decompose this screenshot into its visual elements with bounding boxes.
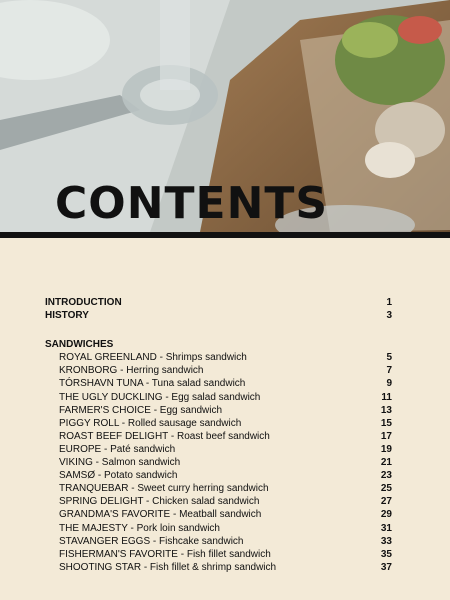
toc-page: 21 <box>380 457 392 469</box>
toc-page: 17 <box>380 430 392 442</box>
toc-page: 15 <box>380 417 392 429</box>
toc-page: 7 <box>386 365 392 377</box>
toc-label: HISTORY <box>45 310 89 322</box>
toc-row[interactable] <box>45 482 392 495</box>
toc-label: SAMSØ - Potato sandwich <box>59 470 178 482</box>
toc-label: ROAST BEEF DELIGHT - Roast beef sandwich <box>59 430 270 442</box>
toc-label: INTRODUCTION <box>45 297 122 308</box>
toc-page: 37 <box>380 561 392 573</box>
toc-label: STAVANGER EGGS - Fishcake sandwich <box>59 535 244 547</box>
toc-row[interactable] <box>45 404 392 417</box>
toc-row[interactable] <box>45 430 392 443</box>
toc-row[interactable] <box>45 443 392 456</box>
title-divider <box>0 232 450 238</box>
toc-row-introduction[interactable] <box>45 296 392 309</box>
toc-row[interactable] <box>45 351 392 364</box>
toc-page: 1 <box>386 297 392 308</box>
toc-label: VIKING - Salmon sandwich <box>59 457 181 469</box>
toc-label: TRANQUEBAR - Sweet curry herring sandwich <box>59 483 269 495</box>
toc-row[interactable] <box>45 364 392 377</box>
toc-label: PIGGY ROLL - Rolled sausage sandwich <box>59 417 242 429</box>
toc-row[interactable] <box>45 535 392 548</box>
toc-row[interactable] <box>45 417 392 430</box>
toc-page: 25 <box>380 483 392 495</box>
toc-row-history[interactable] <box>45 309 392 322</box>
toc-row[interactable] <box>45 508 392 521</box>
toc-page: 29 <box>380 509 392 521</box>
toc-page: 31 <box>380 522 392 534</box>
toc-label: FARMER'S CHOICE - Egg sandwich <box>59 404 223 416</box>
toc-page: 19 <box>380 443 392 455</box>
toc-label: TÓRSHAVN TUNA - Tuna salad sandwich <box>59 378 246 390</box>
toc-label: KRONBORG - Herring sandwich <box>59 365 204 377</box>
toc-page: 11 <box>381 391 392 403</box>
toc-label: THE UGLY DUCKLING - Egg salad sandwich <box>59 391 261 403</box>
toc-label: EUROPE - Paté sandwich <box>59 443 176 455</box>
toc-label: GRANDMA'S FAVORITE - Meatball sandwich <box>59 509 262 521</box>
table-of-contents <box>45 296 392 574</box>
toc-page: 33 <box>380 535 392 547</box>
toc-page: 23 <box>380 470 392 482</box>
toc-label: THE MAJESTY - Pork loin sandwich <box>59 522 220 534</box>
toc-row[interactable] <box>45 495 392 508</box>
toc-row[interactable] <box>45 469 392 482</box>
toc-label: SPRING DELIGHT - Chicken salad sandwich <box>59 496 260 508</box>
toc-page: 35 <box>380 548 392 560</box>
spacer <box>45 322 392 338</box>
section-heading: SANDWICHES <box>45 339 114 351</box>
toc-row[interactable] <box>45 391 392 404</box>
toc-label: ROYAL GREENLAND - Shrimps sandwich <box>59 352 247 364</box>
toc-page: 3 <box>386 310 392 322</box>
toc-page: 13 <box>380 404 392 416</box>
toc-page: 5 <box>386 352 392 364</box>
toc-row[interactable] <box>45 456 392 469</box>
toc-row[interactable] <box>45 548 392 561</box>
toc-page: 27 <box>380 496 392 508</box>
toc-row[interactable] <box>45 561 392 574</box>
toc-row[interactable] <box>45 377 392 390</box>
toc-row[interactable] <box>45 522 392 535</box>
toc-label: FISHERMAN'S FAVORITE - Fish fillet sandwich <box>59 548 271 560</box>
toc-label: SHOOTING STAR - Fish fillet & shrimp sandwich <box>59 561 277 573</box>
toc-page: 9 <box>386 378 392 390</box>
page-title: CONTENTS <box>55 178 329 229</box>
